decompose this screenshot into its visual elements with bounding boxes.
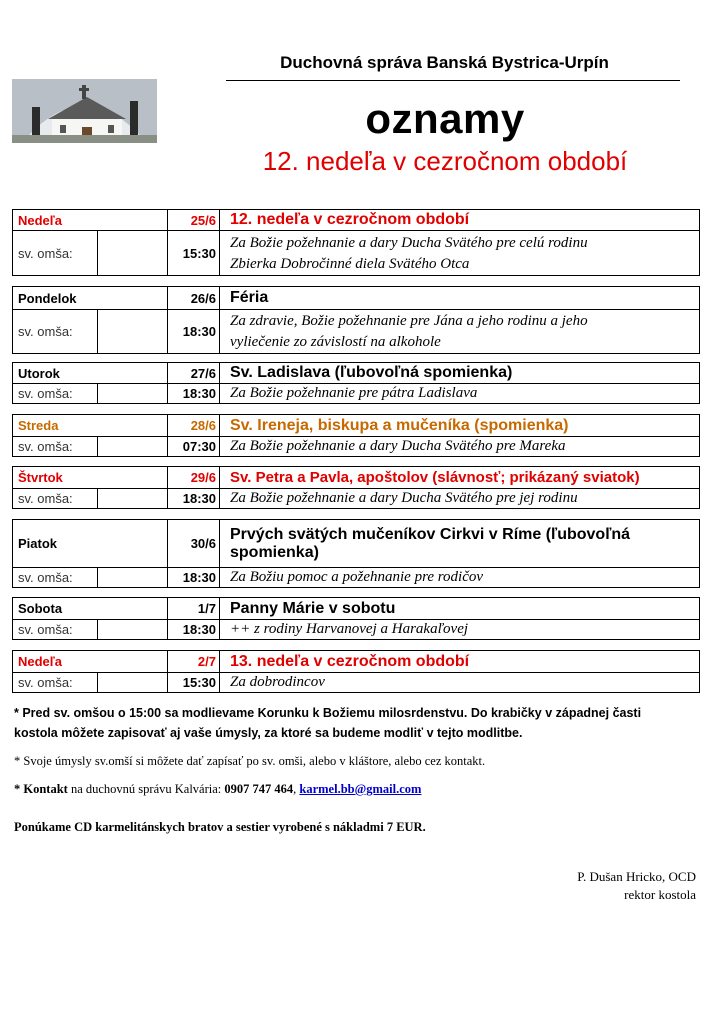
feast-title: Panny Márie v sobotu — [230, 599, 396, 617]
mass-intention: Za dobrodincov — [230, 674, 325, 690]
day-name: Nedeľa — [18, 212, 63, 228]
mass-intention: Za Božie požehnanie a dary Ducha Svätého pre jej rodinu — [230, 490, 578, 506]
day-header — [13, 210, 699, 231]
day-date: 28/6 — [168, 415, 220, 436]
day-name: Nedeľa — [18, 654, 63, 669]
mass-intention: Zbierka Dobročinné diela Svätého Otca — [230, 255, 470, 272]
mass-row — [13, 620, 699, 639]
day-header — [13, 520, 699, 568]
day-block-pondelok-26-6 — [12, 286, 700, 354]
mass-label: sv. omša: — [18, 622, 73, 637]
feast-title: Sv. Petra a Pavla, apoštolov (slávnosť; prikázaný sviatok) — [230, 468, 640, 486]
day-header — [13, 287, 699, 310]
day-block-streda-28-6 — [12, 414, 700, 457]
day-date: 2/7 — [168, 651, 220, 672]
feast-title: 12. nedeľa v cezročnom období — [230, 211, 470, 228]
note-mass-intentions: * Svoje úmysly sv.omší si môžete dať zapísať po sv. omši, alebo v kláštore, alebo cez kontakt. — [14, 754, 486, 768]
mass-label: sv. omša: — [18, 324, 73, 339]
mass-label: sv. omša: — [18, 570, 73, 585]
day-block-piatok-30-6 — [12, 519, 700, 588]
mass-label: sv. omša: — [18, 386, 73, 401]
day-block-stvrtok-29-6 — [12, 466, 700, 509]
mass-intention: Za Božiu pomoc a požehnanie pre rodičov — [230, 569, 484, 585]
day-date: 26/6 — [168, 287, 220, 309]
mass-intention: Za Božie požehnanie pre pátra Ladislava — [230, 385, 478, 401]
contact-separator: , — [293, 782, 300, 796]
mass-label: sv. omša: — [18, 439, 73, 454]
day-name: Utorok — [18, 365, 60, 381]
contact-phone: 0907 747 464 — [224, 782, 294, 796]
note-contact — [14, 782, 704, 797]
mass-time: 07:30 — [168, 437, 220, 456]
day-date: 27/6 — [168, 363, 220, 383]
day-block-nedela-2-7 — [12, 650, 700, 693]
day-name: Štvrtok — [18, 470, 63, 485]
day-name: Pondelok — [18, 290, 77, 306]
header-rule — [226, 80, 680, 81]
note-line: * Pred sv. omšou o 15:00 sa modlievame Korunku k Božiemu milosrdenstvu. Do krabičky v západnej časti — [14, 706, 642, 720]
mass-label: sv. omša: — [18, 491, 73, 506]
mass-intention: vyliečenie zo závislostí na alkohole — [230, 333, 441, 350]
feast-title: Prvých svätých mučeníkov Cirkvi v Ríme (ľubovoľná — [230, 525, 631, 543]
day-block-utorok-27-6 — [12, 362, 700, 404]
mass-row — [13, 568, 699, 587]
feast-title: spomienka) — [230, 543, 319, 561]
day-header — [13, 415, 699, 437]
feast-title: Sv. Ireneja, biskupa a mučeníka (spomienka) — [230, 416, 569, 434]
mass-intention: Za Božie požehnanie a dary Ducha Svätého pre Mareka — [230, 438, 566, 454]
day-header — [13, 467, 699, 489]
feast-title: 13. nedeľa v cezročnom období — [230, 652, 470, 670]
day-date: 25/6 — [168, 210, 220, 230]
mass-intention: ++ z rodiny Harvanovej a Harakaľovej — [230, 621, 469, 637]
day-date: 1/7 — [168, 598, 220, 619]
feast-title: Sv. Ladislava (ľubovoľná spomienka) — [230, 364, 513, 381]
day-name: Sobota — [18, 601, 63, 616]
contact-label: * Kontakt — [14, 782, 68, 796]
mass-row — [13, 489, 699, 508]
note-line: kostola môžete zapisovať aj vaše úmysly, za ktoré sa budeme modliť v tejto modlitbe. — [14, 726, 523, 740]
parish-name: Duchovná správa Banská Bystrica-Urpín — [280, 53, 609, 72]
day-header — [13, 598, 699, 620]
mass-time: 18:30 — [168, 384, 220, 403]
day-block-sobota-1-7 — [12, 597, 700, 640]
mass-row — [13, 231, 699, 276]
mass-row — [13, 384, 699, 403]
mass-label: sv. omša: — [18, 246, 73, 261]
mass-time: 18:30 — [168, 620, 220, 639]
mass-time: 15:30 — [168, 673, 220, 692]
mass-row — [13, 673, 699, 692]
church-photo — [12, 79, 157, 143]
note-cd-offer: Ponúkame CD karmelitánskych bratov a sestier vyrobené s nákladmi 7 EUR. — [14, 820, 426, 834]
mass-row — [13, 310, 699, 353]
mass-time: 15:30 — [168, 231, 220, 276]
day-name: Streda — [18, 418, 59, 433]
mass-time: 18:30 — [168, 489, 220, 508]
day-header — [13, 651, 699, 673]
day-date: 30/6 — [168, 520, 220, 567]
day-block-nedela-25-6 — [12, 209, 700, 276]
signature — [577, 868, 696, 904]
signature-name: P. Dušan Hricko, OCD — [577, 869, 696, 884]
contact-email-link[interactable]: karmel.bb@gmail.com — [299, 782, 422, 796]
mass-time: 18:30 — [168, 568, 220, 587]
mass-label: sv. omša: — [18, 675, 73, 690]
note-rosary — [14, 703, 704, 743]
day-date: 29/6 — [168, 467, 220, 488]
day-name: Piatok — [18, 536, 58, 551]
day-header — [13, 363, 699, 384]
mass-row — [13, 437, 699, 456]
mass-time: 18:30 — [168, 310, 220, 353]
signature-role: rektor kostola — [624, 887, 696, 902]
contact-text: na duchovnú správu Kalvária: — [67, 782, 225, 796]
mass-intention: Za Božie požehnanie a dary Ducha Svätého pre celú rodinu — [230, 234, 588, 251]
page-subtitle: 12. nedeľa v cezročnom období — [262, 146, 628, 176]
mass-intention: Za zdravie, Božie požehnanie pre Jána a jeho rodinu a jeho — [230, 312, 588, 329]
page-title: oznamy — [365, 95, 525, 142]
feast-title: Féria — [230, 289, 269, 306]
